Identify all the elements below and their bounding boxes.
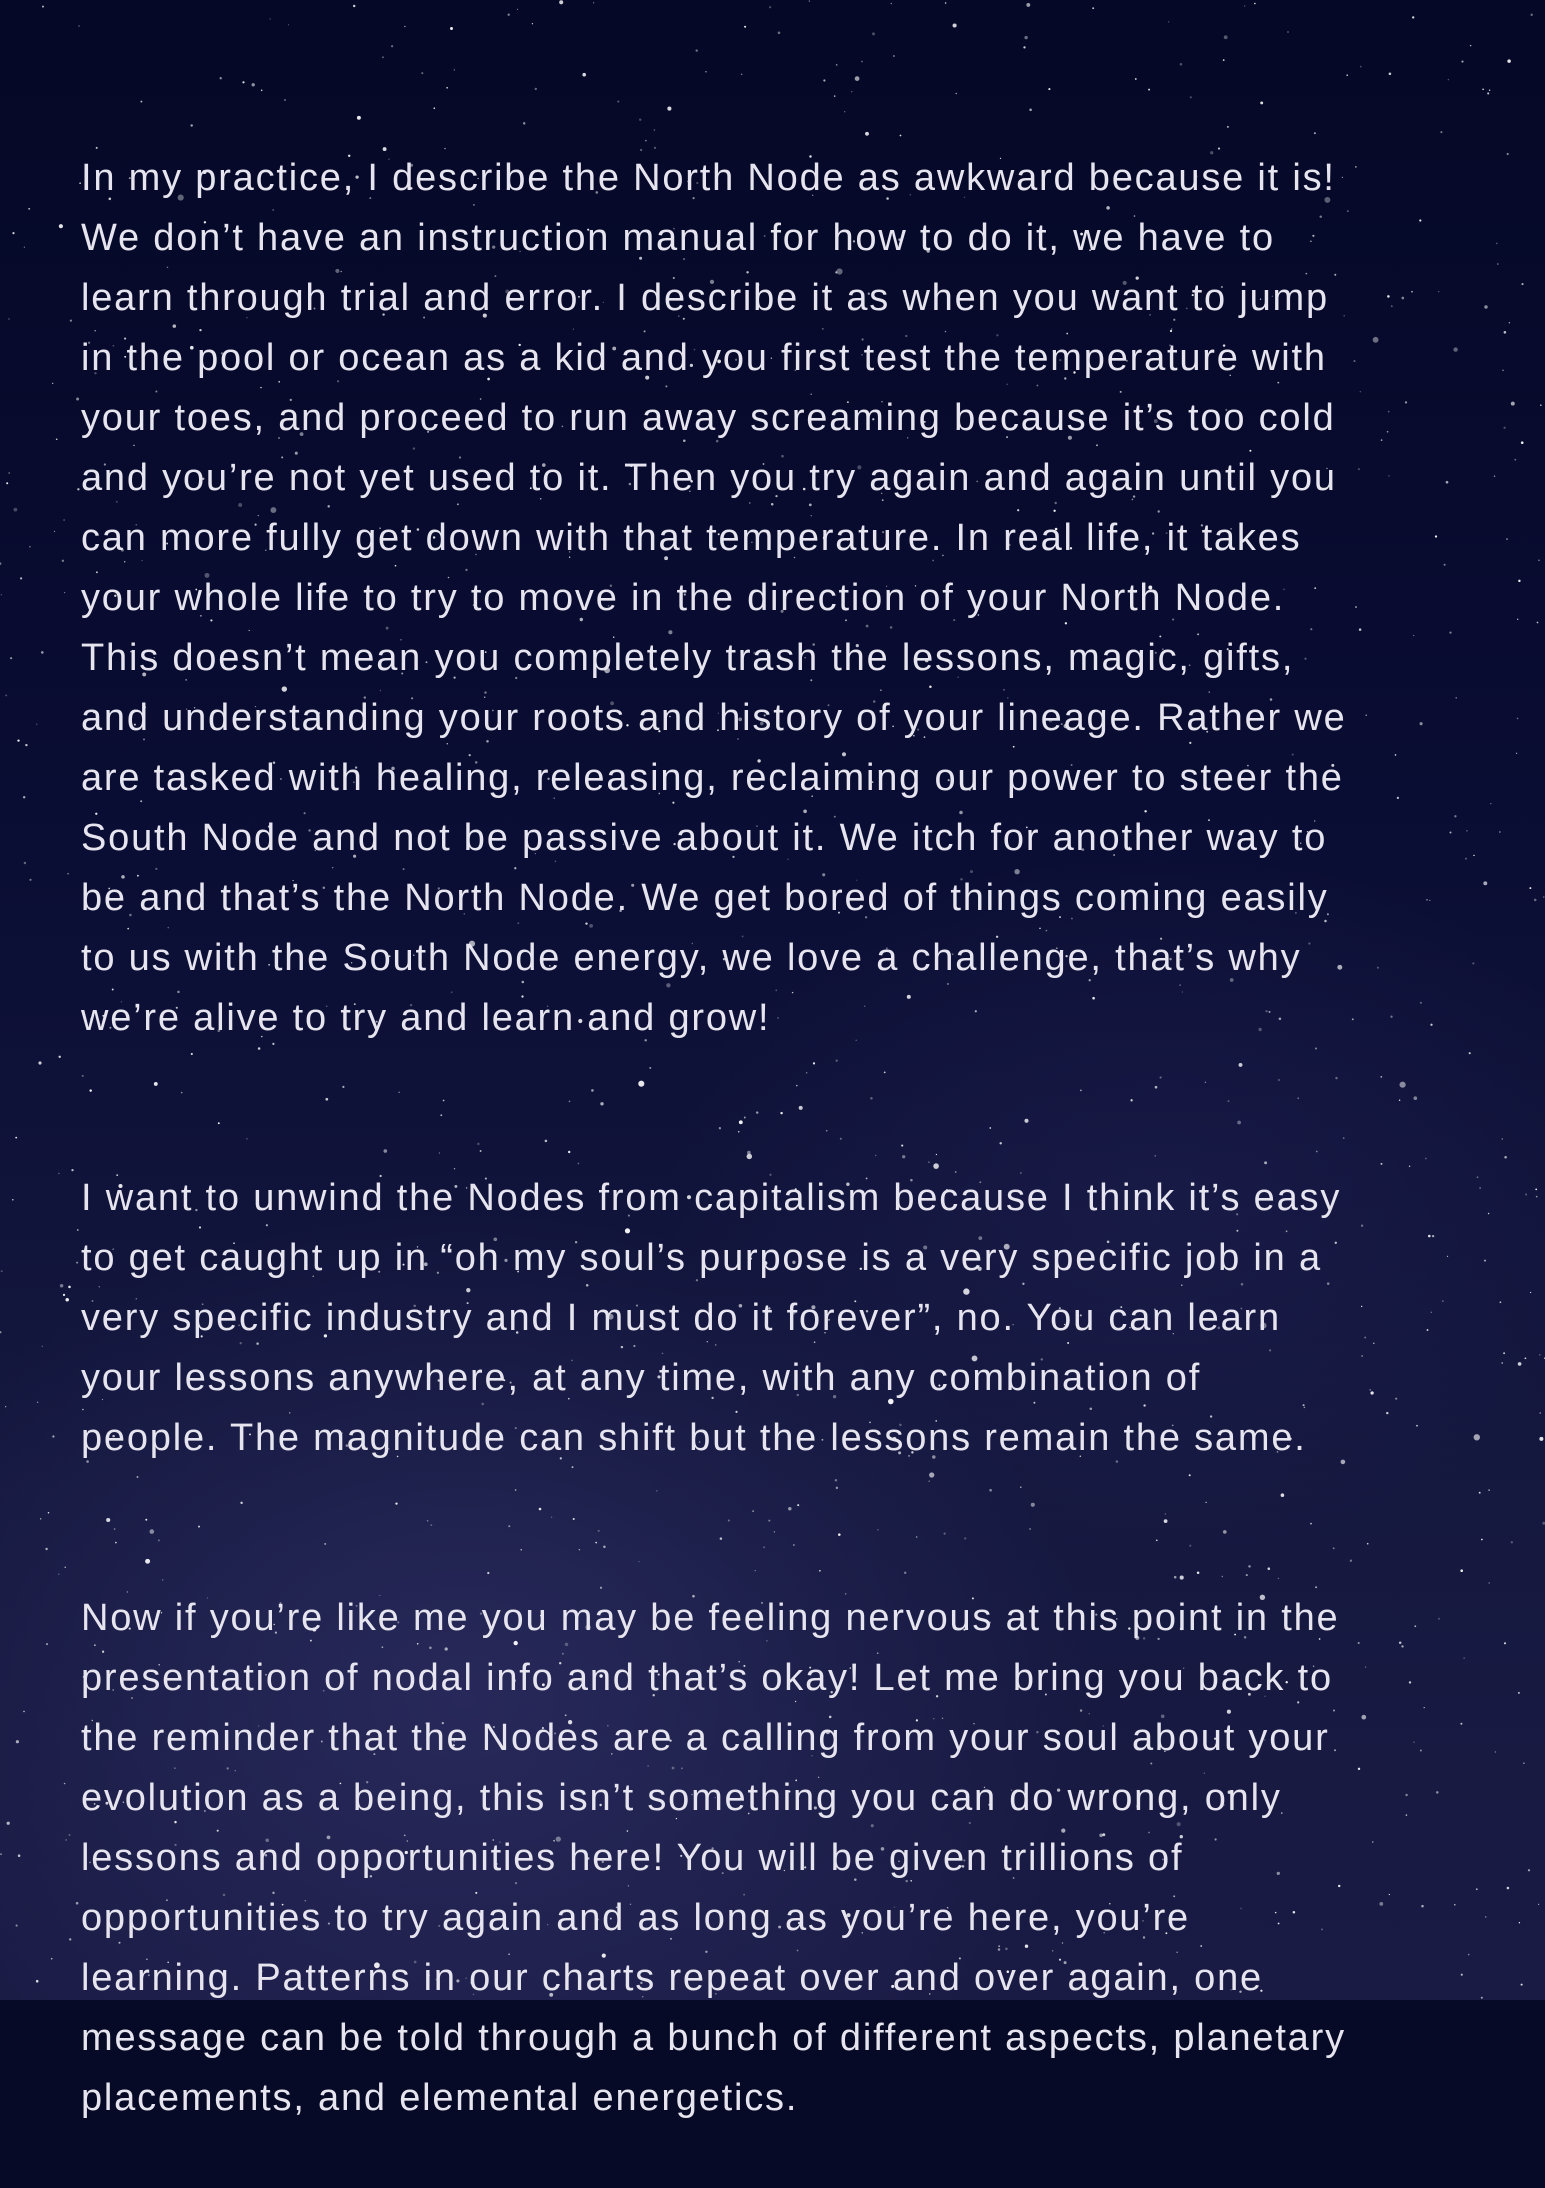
star [40, 1518, 41, 1519]
star [77, 1229, 78, 1230]
star [288, 24, 289, 25]
star [64, 592, 65, 593]
star [45, 1548, 47, 1550]
star [67, 873, 69, 875]
star [16, 1925, 18, 1927]
star [70, 319, 72, 321]
star [36, 724, 37, 725]
star [582, 73, 586, 77]
star [1504, 331, 1507, 334]
star [1495, 1751, 1496, 1752]
star [1507, 1887, 1510, 1890]
star [695, 49, 697, 51]
star [1224, 35, 1228, 39]
star [1389, 73, 1392, 76]
star [1, 594, 2, 595]
star [1483, 881, 1487, 885]
star [12, 1199, 14, 1201]
star [1490, 803, 1491, 804]
star [76, 398, 79, 401]
star [517, 9, 518, 10]
star [51, 1958, 53, 1960]
star [68, 1286, 71, 1289]
star [59, 1056, 61, 1058]
star [1539, 1437, 1543, 1441]
star [744, 26, 746, 28]
star [12, 232, 14, 234]
star [71, 1169, 73, 1171]
star [63, 1294, 65, 1296]
star [8, 472, 10, 474]
star [1506, 538, 1508, 540]
star [741, 74, 743, 76]
star [1482, 89, 1484, 91]
star [353, 5, 355, 7]
star [1168, 21, 1169, 22]
star [836, 64, 838, 66]
star [42, 6, 44, 8]
star [63, 519, 65, 521]
star [559, 0, 563, 4]
star [76, 1902, 79, 1905]
star [0, 562, 1, 565]
star [1254, 3, 1256, 5]
star [1244, 5, 1245, 6]
star [1488, 1489, 1490, 1491]
star [1092, 7, 1094, 9]
star [269, 18, 270, 19]
star [1516, 753, 1517, 754]
star [421, 72, 423, 74]
star [872, 32, 875, 35]
star [1500, 1301, 1502, 1303]
star [1287, 31, 1289, 33]
star [29, 546, 30, 547]
star [1024, 36, 1027, 39]
star [1504, 1156, 1507, 1159]
star [56, 438, 58, 440]
star [1537, 622, 1539, 624]
star [1, 1270, 3, 1272]
star [1470, 45, 1471, 46]
star [382, 56, 384, 58]
star [1461, 61, 1463, 63]
star [1448, 79, 1449, 80]
star [1528, 1869, 1530, 1871]
star [24, 247, 25, 248]
star [78, 25, 79, 26]
star [1488, 1213, 1490, 1215]
star [861, 61, 863, 63]
star [0, 1853, 2, 1855]
star [1517, 718, 1518, 719]
star [7, 1822, 10, 1825]
paragraph-capitalism: I want to unwind the Nodes from capitalism because I think it’s easy to get caught up in “oh my soul’s purpose is a very specific job in a very specific industry and I must do it forever”, no. You can learn your lessons anywhere, at any time, with any combination of people. The magnitude can shift but the lessons remain the same. [81, 1177, 1342, 1459]
star [1540, 404, 1542, 406]
star [20, 577, 22, 579]
star [1503, 427, 1505, 429]
star [532, 23, 533, 24]
star [54, 531, 55, 532]
star [15, 1137, 17, 1139]
star [1180, 63, 1183, 66]
star [1538, 559, 1540, 561]
body-text [81, 88, 1481, 2188]
star [220, 77, 222, 79]
star [454, 69, 455, 70]
star [1223, 59, 1225, 61]
star [62, 560, 64, 562]
star [404, 26, 405, 27]
star [778, 32, 781, 35]
star [0, 1331, 1, 1333]
paragraph-reassurance: Now if you’re like me you may be feeling nervous at this point in the presentation of nodal info and that’s okay! Let me bring you back to the reminder that the Nodes are a calling from your soul about your evolution as a being, this isn’t something you can do wrong, only lessons and opportunities here! You will be given trillions of opportunities to try again and as long as you’re here, you’re learning. Patterns in our charts repeat over and over again, one message can be told through a bunch of different aspects, planetary placements, and elemental energetics. [81, 1597, 1346, 2119]
star [14, 508, 18, 512]
star [10, 657, 12, 659]
star [593, 2, 594, 3]
star [1484, 1260, 1486, 1262]
star [1023, 46, 1025, 48]
star [52, 1435, 54, 1437]
star [1026, 3, 1030, 7]
star [1538, 1904, 1539, 1905]
star [1346, 74, 1348, 76]
star [1521, 283, 1523, 285]
star [252, 83, 255, 86]
star [28, 208, 30, 210]
star [1360, 66, 1362, 68]
star [6, 482, 8, 484]
star [1501, 1362, 1503, 1364]
star [1502, 370, 1503, 371]
star [69, 1834, 71, 1836]
star [1525, 1194, 1527, 1196]
star [5, 694, 7, 696]
star [450, 27, 453, 30]
star [46, 1643, 48, 1645]
star [1488, 1582, 1489, 1583]
star [1539, 1354, 1540, 1355]
star [1517, 619, 1518, 620]
star [58, 1173, 59, 1174]
star [24, 862, 26, 864]
star [76, 1262, 78, 1264]
star [1503, 1352, 1505, 1354]
star [705, 71, 706, 72]
star [1519, 1922, 1520, 1923]
star [1535, 1189, 1537, 1191]
star [1502, 1138, 1503, 1139]
star [5, 1406, 6, 1407]
star [242, 81, 244, 83]
star [42, 1346, 43, 1347]
star [18, 1854, 21, 1857]
star [77, 488, 79, 490]
star [65, 1567, 66, 1568]
star [69, 1938, 71, 1940]
star [1487, 92, 1489, 94]
star [1530, 1292, 1531, 1293]
star [1523, 1762, 1525, 1764]
star [1521, 441, 1524, 444]
star [1494, 475, 1495, 476]
paragraph-north-node: In my practice, I describe the North Node as awkward because it is! We don’t have an instruction manual for how to do it, we have to learn through trial and error. I describe it as when you want to jump in the pool or ocean as a kid and you first test the temperature with your toes, and proceed to run away screaming because it’s too cold and you’re not yet used to it. Then you try again and again until you can more fully get down with that temperature. In real life, it takes your whole life to try to move in the direction of your North Node. This doesn’t mean you completely trash the lessons, magic, gifts, and understanding your roots and history of your lineage. Rather we are tasked with healing, releasing, reclaiming our power to steer the South Node and not be passive about it. We itch for another way to be and that’s the North Node. We get bored of things coming easily to us with the South Node energy, we love a challenge, that’s why we’re alive to try and learn and grow! [81, 157, 1347, 1039]
star [59, 224, 63, 228]
star [809, 0, 810, 1]
star [23, 1711, 24, 1712]
star [29, 879, 31, 881]
star [893, 55, 895, 57]
star [41, 651, 44, 654]
star [1499, 831, 1501, 833]
star [1525, 1357, 1527, 1359]
star [1485, 1916, 1487, 1918]
star [58, 1573, 60, 1575]
star [1539, 1412, 1541, 1414]
star [1521, 1984, 1523, 1986]
star [1534, 899, 1537, 902]
star [1518, 1692, 1520, 1694]
star [953, 23, 957, 27]
star [1135, 78, 1137, 80]
star [23, 796, 25, 798]
star [1484, 305, 1487, 308]
star [65, 1298, 69, 1302]
star [1489, 90, 1490, 91]
star [1511, 402, 1515, 406]
star [1481, 1997, 1483, 1999]
star [1529, 887, 1531, 889]
star [823, 79, 825, 81]
star [60, 1284, 64, 1288]
star [1412, 16, 1414, 18]
star [1514, 459, 1516, 461]
star [16, 1740, 19, 1743]
star [1509, 322, 1510, 323]
star [64, 1783, 66, 1785]
star [1511, 1541, 1513, 1543]
star [769, 6, 771, 8]
star [52, 383, 53, 384]
star [1497, 263, 1499, 265]
star [48, 1512, 50, 1514]
star [1518, 580, 1520, 582]
star [37, 1402, 39, 1404]
star [38, 1061, 41, 1064]
star [1496, 243, 1498, 245]
star [65, 1839, 67, 1841]
star [391, 45, 393, 47]
star [17, 739, 19, 741]
star [25, 744, 27, 746]
star [8, 318, 9, 319]
star [891, 3, 893, 5]
star [508, 14, 510, 16]
star [36, 1980, 39, 1983]
star [1531, 14, 1533, 16]
star [855, 76, 860, 81]
star [1518, 1362, 1522, 1366]
star [1507, 153, 1509, 155]
star [1481, 1539, 1483, 1541]
star [1507, 59, 1511, 63]
star [945, 2, 947, 4]
star [1504, 1642, 1506, 1644]
star [1543, 896, 1544, 897]
star [1536, 1196, 1538, 1198]
